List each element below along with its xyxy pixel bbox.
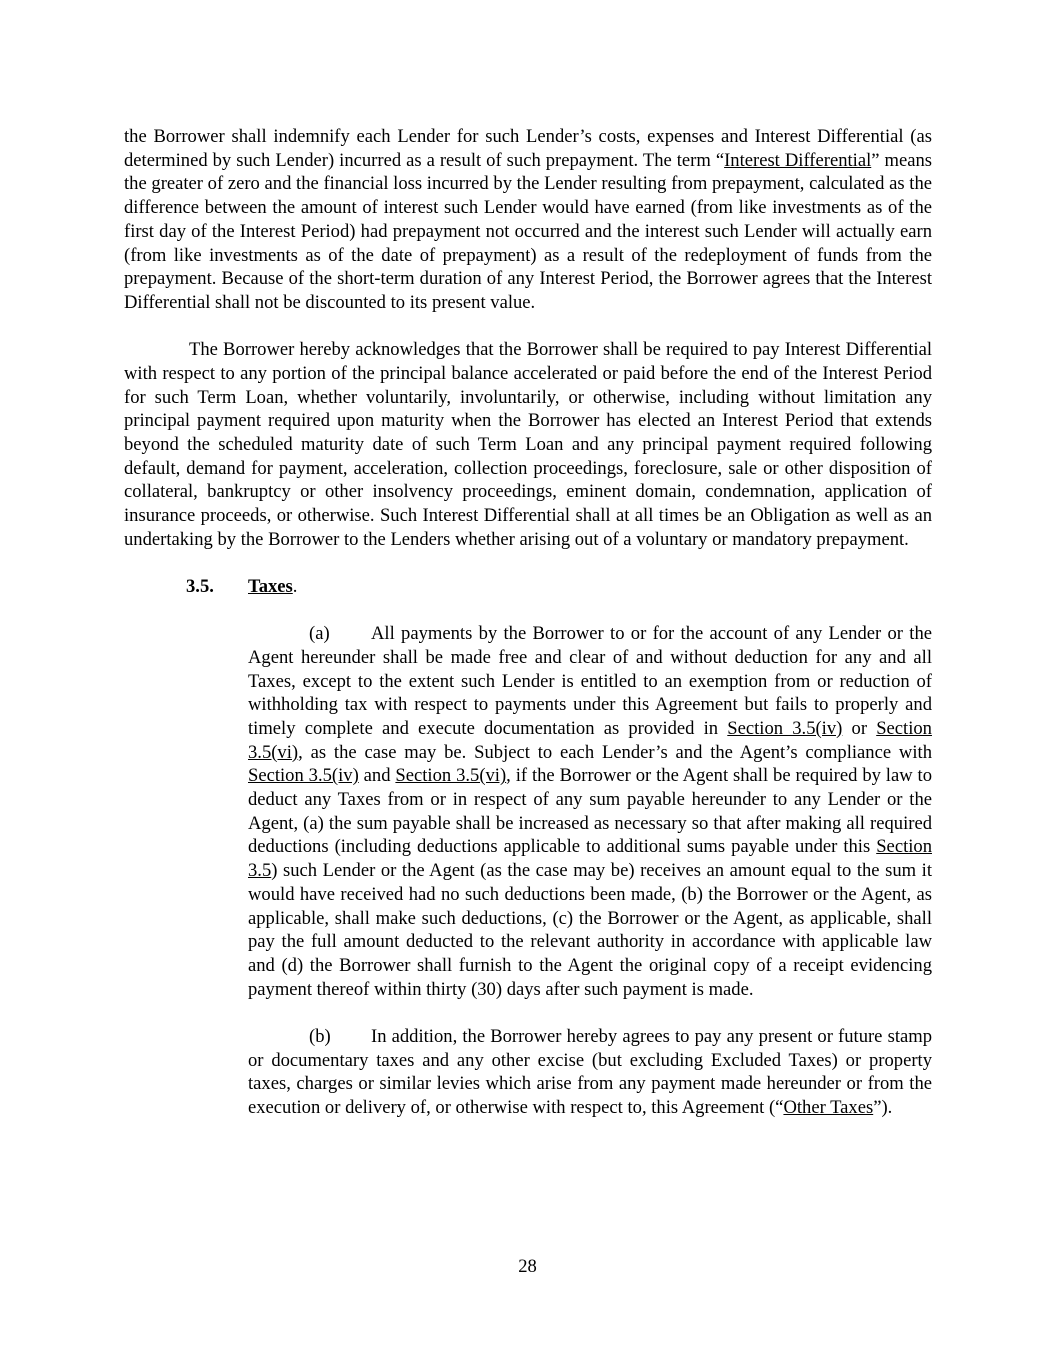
subsection-text: , if the Borrower or the Agent shall be required by law to deduct any Taxes from or in respect of any sum payable hereunder to any Lender or the Agent, (a) the sum payable shall be increased as necessary so that after making all required deductions (including deductions applicable to additional sums payable under this — [248, 765, 933, 858]
section-title: Taxes — [248, 575, 293, 597]
document-page — [124, 125, 932, 1120]
paragraph-borrower-acknowledgement: The Borrower hereby acknowledges that the Borrower shall be required to pay Interest Differential with respect to any portion of the principal balance accelerated or paid before the end of the Interest Period for such Term Loan, whether voluntarily, involuntarily, or otherwise, including without limitation any principal payment required upon maturity when the Borrower has elected an Interest Period that extends beyond the scheduled maturity date of such Term Loan and any principal payment required following default, demand for payment, acceleration, collection proceedings, foreclosure, sale or other disposition of collateral, bankruptcy or other insolvency proceedings, eminent domain, condemnation, application of insurance proceeds, or otherwise. Such Interest Differential shall at all times be an Obligation as well as an undertaking by the Borrower to the Lenders whether arising out of a voluntary or mandatory prepayment. — [124, 339, 932, 550]
subsection-text: , as the case may be. Subject to each Lender’s and the Agent’s compliance with — [298, 741, 932, 763]
paragraph-spacer — [124, 1001, 932, 1025]
paragraph-spacer — [124, 315, 932, 339]
subsection-text: or — [842, 717, 877, 739]
paragraph-text: ” means the greater of zero and the financial loss incurred by the Lender resulting from prepayment, calculated as the difference between the amount of interest such Lender would have earned (from like investments as of the first day of the Interest Period) had prepayment not occurred and the interest such Lender will actually earn (from like investments as of the date of prepayment) as a result of the redeployment of funds from the prepayment. Because of the short-term duration of any Interest Period, the Borrower agrees that the Interest Differential shall not be discounted to its present value. — [124, 149, 933, 313]
subsection-text: In addition, the Borrower hereby agrees to pay any present or future stamp or documentary taxes and any other excise (but excluding Excluded Taxes) or property taxes, charges or similar levies which arise from any payment made hereunder or from the execution or delivery of, or otherwise with respect to, this Agreement (“ — [248, 1025, 932, 1119]
subsection-label: (b) — [309, 1025, 331, 1047]
subsection-text: All payments by the Borrower to or for the account of any Lender or the Agent hereunder shall be made free and clear of and without deduction for any and all Taxes, except to the extent such Lender is entitled to an exemption from or reduction of withholding tax with respect to payments under this Agreement but fails to properly and timely complete and execute documentation as provided in — [248, 623, 932, 739]
defined-term-interest-differential: Interest Differential — [724, 149, 872, 171]
section-number: 3.5. — [186, 575, 214, 597]
subsection-b — [248, 1025, 932, 1120]
cross-reference-section-3-5-iv: Section 3.5(iv) — [727, 717, 843, 739]
cross-reference-section-3-5: Section 3.5 — [248, 836, 932, 882]
section-title-period: . — [292, 575, 298, 597]
subsection-text: ) such Lender or the Agent (as the case may be) receives an amount equal to the sum it would have received had no such deductions been made, (b) the Borrower or the Agent, as applicable, shall make such deductions, (c) the Borrower or the Agent, as applicable, shall pay the full amount deducted to the relevant authority in accordance with applicable law and (d) the Borrower shall furnish to the Agent the original copy of a receipt evidencing payment thereof within thirty (30) days after such payment is made. — [248, 860, 932, 1000]
cross-reference-section-3-5-vi: Section 3.5(vi) — [248, 717, 932, 763]
paragraph-interest-differential-definition — [124, 125, 932, 315]
paragraph-text: the Borrower shall indemnify each Lender for such Lender’s costs, expenses and Interest Differential (as determined by such Lender) incurred as a result of such prepayment. The term “ — [124, 126, 932, 171]
cross-reference-section-3-5-iv: Section 3.5(iv) — [248, 765, 359, 787]
subsection-text: ”). — [873, 1097, 893, 1119]
subsection-a — [248, 622, 932, 1001]
defined-term-other-taxes: Other Taxes — [783, 1097, 874, 1119]
page-number: 28 — [518, 1256, 537, 1277]
paragraph-spacer — [124, 551, 932, 575]
section-heading-taxes — [124, 575, 932, 599]
subsection-text: and — [358, 765, 396, 787]
paragraph-spacer — [124, 599, 932, 623]
subsection-label: (a) — [309, 623, 330, 645]
cross-reference-section-3-5-vi: Section 3.5(vi) — [395, 765, 507, 787]
